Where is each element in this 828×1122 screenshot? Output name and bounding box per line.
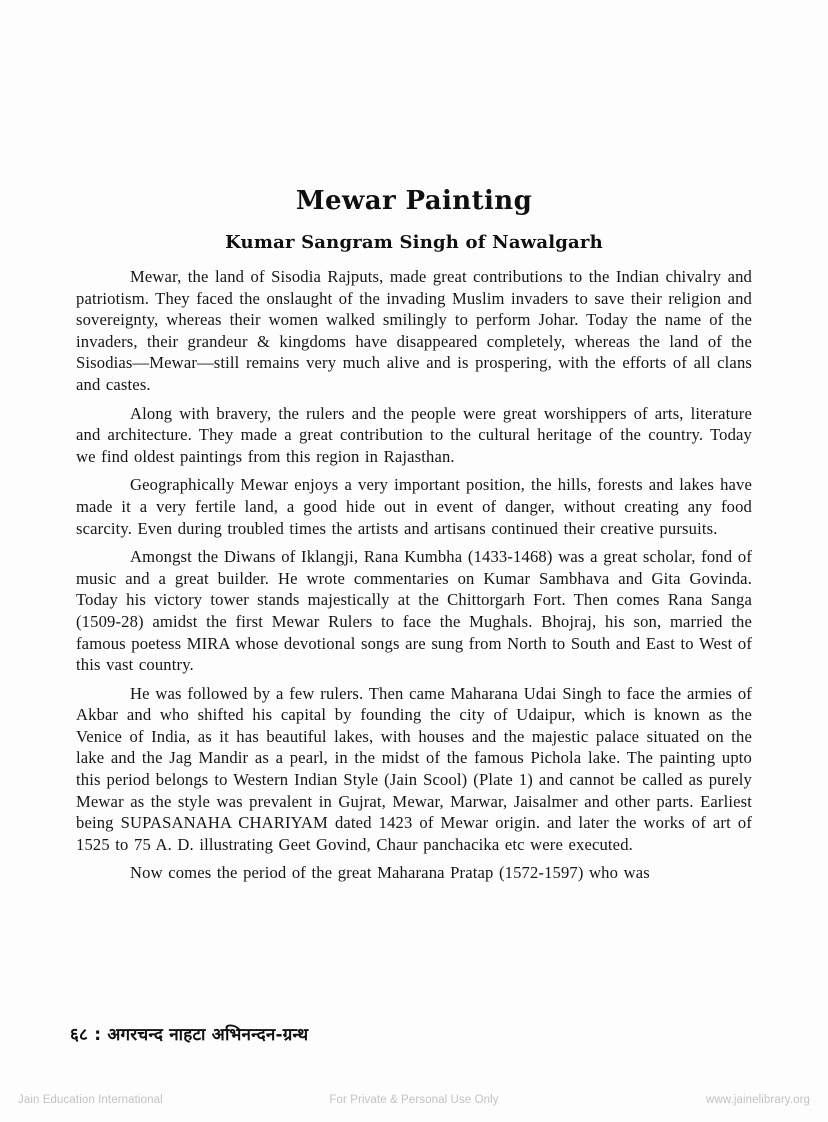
page-title: Mewar Painting [295, 186, 533, 216]
paragraph: Mewar, the land of Sisodia Rajputs, made great contributions to the Indian chivalry and patriotism. They faced the onslaught of the invading Muslim invaders to save their religion and sovereignty, whereas their women walked smilingly to perform Johar. Today the name of the invaders, their grandeur & kingdoms have disappeared completely, whereas the land of the Sisodias—Mewar—still remains very much alive and is prospering, with the efforts of all clans and castes. [76, 267, 752, 394]
body-text [76, 266, 752, 884]
paragraph: Now comes the period of the great Maharana Pratap (1572-1597) who was [130, 863, 650, 883]
paragraph: Along with bravery, the rulers and the people were great worshippers of arts, literature and architecture. They made a great contribution to the cultural heritage of the country. Today we find oldest paintings from this region in Rajasthan. [76, 403, 752, 466]
watermark-organization: Jain Education International [18, 1094, 163, 1106]
watermark-website: www.jainelibrary.org [705, 1094, 810, 1106]
running-footer-devanagari: ६८ : अगरचन्द नाहटा अभिनन्दन-ग्रन्थ [70, 1025, 309, 1045]
paragraph: He was followed by a few rulers. Then came Maharana Udai Singh to face the armies of Akbar and who shifted his capital by founding the city of Udaipur, which is known as the Venice of India, as it has beautiful lakes, with houses and the majestic palace situated on the lake and the Jag Mandir as a pearl, in the midst of the famous Pichola lake. The painting upto this period belongs to Western Indian Style (Jain Scool) (Plate 1) and cannot be called as purely Mewar as the style was prevalent in Gujrat, Mewar, Marwar, Jaisalmer and other parts. Earliest being SUPASANAHA CHARIYAM dated 1423 of Mewar origin. and later the works of art of 1525 to 75 A. D. illustrating Geet Govind, Chaur panchacika etc were executed. [76, 683, 752, 854]
watermark-footer [0, 1090, 828, 1110]
paragraph: Amongst the Diwans of Iklangji, Rana Kumbha (1433-1468) was a great scholar, fond of music and a great builder. He wrote commentaries on Kumar Sambhava and Gita Govinda. Today his victory tower stands majestically at the Chittorgarh Fort. Then comes Rana Sanga (1509-28) amidst the first Mewar Rulers to face the Mughals. Bhojraj, his son, married the famous poetess MIRA whose devotional songs are sung from North to South and East to West of this vast country. [76, 547, 752, 675]
author-byline: Kumar Sangram Singh of Nawalgarh [225, 232, 603, 253]
watermark-usage-notice: For Private & Personal Use Only [329, 1094, 499, 1106]
paragraph: Geographically Mewar enjoys a very important position, the hills, forests and lakes have made it a very fertile land, a good hide out in event of danger, without creating any food scarcity. Even during troubled times the artists and artisans continued their creative pursuits. [76, 475, 752, 538]
